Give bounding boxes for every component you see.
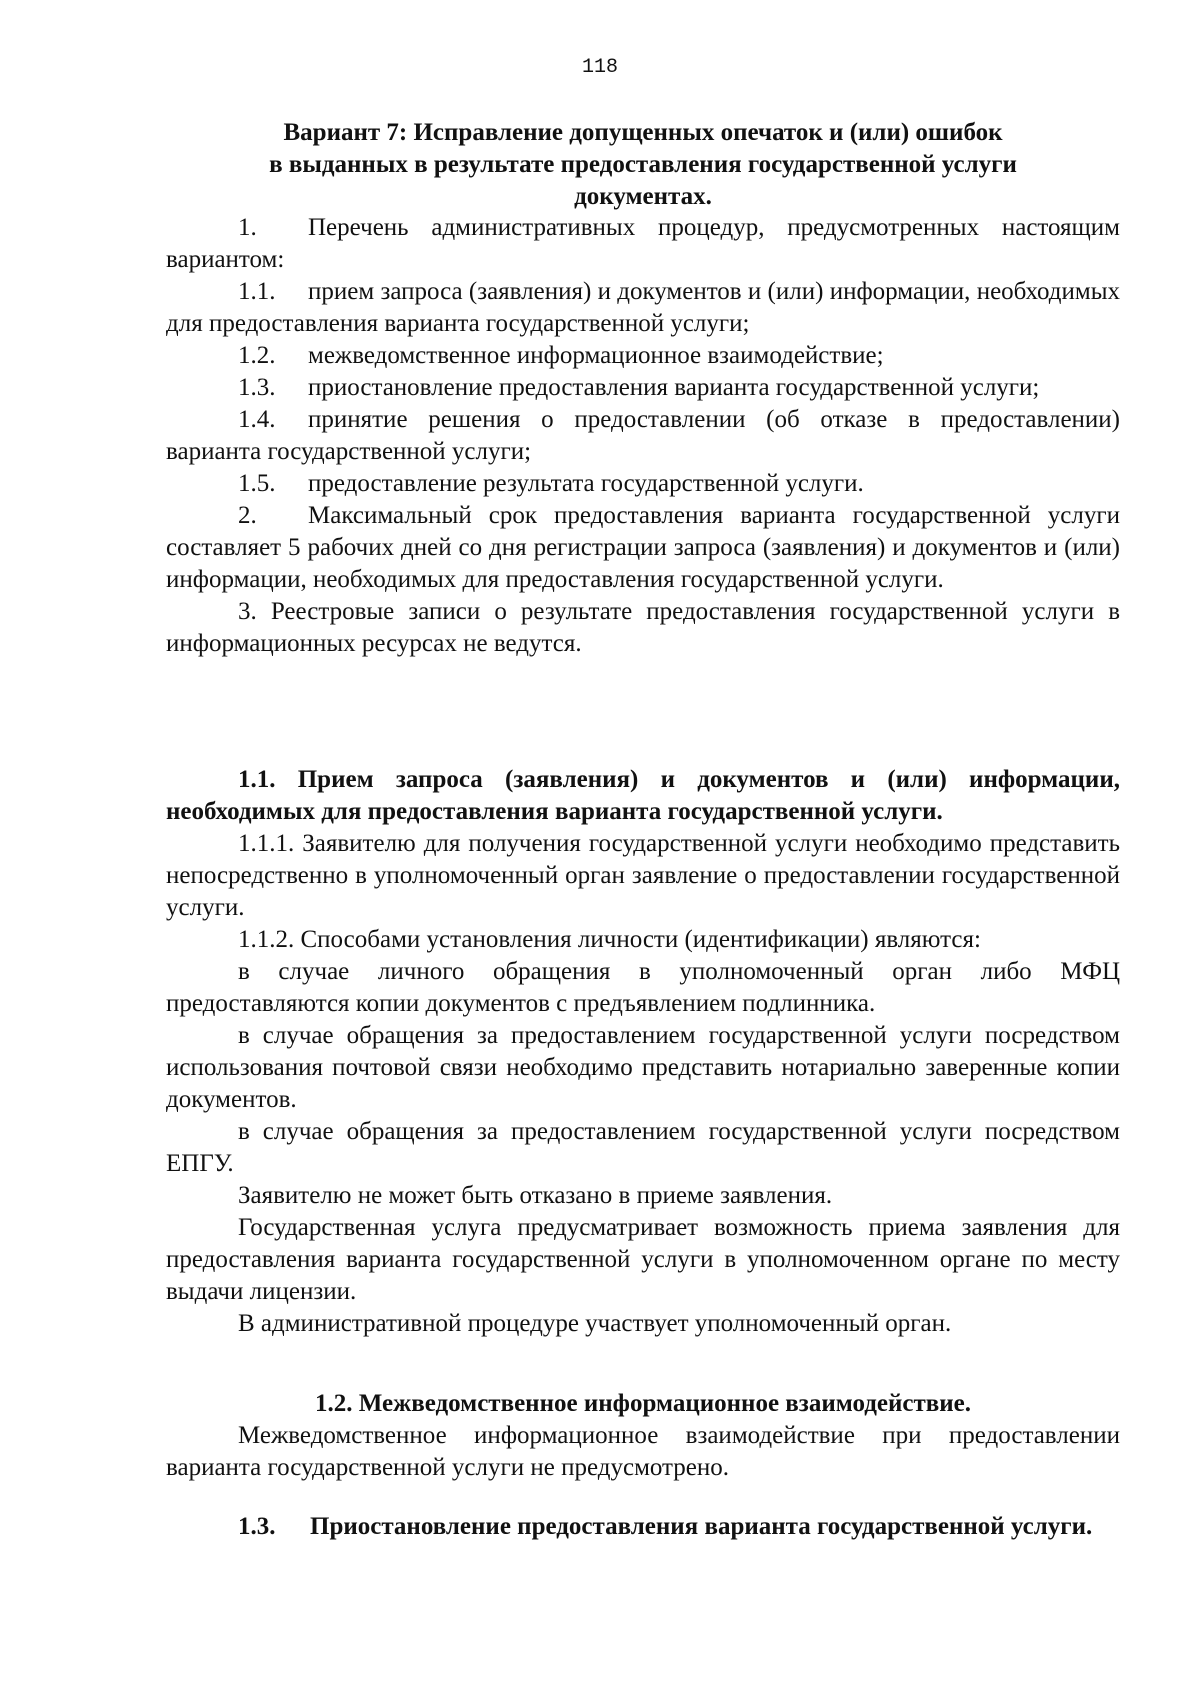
section-number: 1.3. [238, 1513, 276, 1540]
intro-list [166, 212, 1120, 660]
list-item-text: прием запроса (заявления) и документов и (или) информации, необходимых для предоставления варианта государственной услуги; [166, 278, 1120, 337]
paragraph: 1.1.2. Способами установления личности (идентификации) являются: [238, 926, 981, 953]
list-item [166, 404, 1120, 468]
list-item-number: 1.2. [238, 342, 276, 369]
section-heading: 1.2. Межведомственное информационное взаимодействие. [315, 1390, 971, 1417]
page-number: 118 [581, 56, 618, 79]
list-item-number: 2. [238, 502, 257, 529]
list-item-text: Максимальный срок предоставления варианта государственной услуги составляет 5 рабочих дней со дня регистрации запроса (заявления) и документов и (или) информации, необходимых для предоставления государственной услуги. [166, 502, 1120, 593]
section-heading [166, 1511, 1120, 1543]
list-item [166, 468, 1120, 500]
list-item-text: межведомственное информационное взаимодействие; [308, 342, 884, 369]
list-item-number: 1.4. [238, 406, 276, 433]
list-item-text: принятие решения о предоставлении (об отказе в предоставлении) варианта государственной услуги; [166, 406, 1120, 465]
list-item-number: 1. [238, 214, 257, 241]
list-item [166, 212, 1120, 276]
list-item-number: 1.3. [238, 374, 276, 401]
paragraph: В административной процедуре участвует уполномоченный орган. [238, 1310, 952, 1337]
document-title [166, 117, 1120, 213]
paragraph: в случае обращения за предоставлением государственной услуги посредством ЕПГУ. [166, 1118, 1120, 1177]
list-item [166, 596, 1120, 660]
paragraph: Межведомственное информационное взаимодействие при предоставлении варианта государственной услуги не предусмотрено. [166, 1422, 1120, 1481]
section-1-1 [166, 764, 1120, 1340]
section-1-2 [166, 1388, 1120, 1484]
list-item [166, 372, 1120, 404]
paragraph: в случае обращения за предоставлением государственной услуги посредством использования почтовой связи необходимо представить нотариально заверенные копии документов. [166, 1022, 1120, 1113]
paragraph: Государственная услуга предусматривает возможность приема заявления для предоставления варианта государственной услуги в уполномоченном органе по месту выдачи лицензии. [166, 1214, 1120, 1305]
section-heading-text: Приостановление предоставления варианта государственной услуги. [310, 1513, 1093, 1540]
list-item-number: 1.5. [238, 470, 276, 497]
list-item [166, 500, 1120, 596]
list-item-text: приостановление предоставления варианта государственной услуги; [308, 374, 1040, 401]
list-item-text: предоставление результата государственной услуги. [308, 470, 864, 497]
list-item-number: 1.1. [238, 278, 276, 305]
paragraph: 1.1.1. Заявителю для получения государственной услуги необходимо представить непосредственно в уполномоченный орган заявление о предоставлении государственной услуги. [166, 830, 1120, 921]
list-item-text: 3. Реестровые записи о результате предоставления государственной услуги в информационных ресурсах не ведутся. [166, 598, 1120, 657]
list-item [166, 340, 1120, 372]
paragraph: Заявителю не может быть отказано в приеме заявления. [238, 1182, 833, 1209]
section-heading: 1.1. Прием запроса (заявления) и документов и (или) информации, необходимых для предоставления варианта государственной услуги. [166, 766, 1120, 825]
list-item [166, 276, 1120, 340]
section-1-3 [166, 1511, 1120, 1543]
title-line-1: Вариант 7: Исправление допущенных опечаток и (или) ошибок [283, 119, 1003, 146]
list-item-text: Перечень административных процедур, предусмотренных настоящим вариантом: [166, 214, 1120, 273]
paragraph: в случае личного обращения в уполномоченный орган либо МФЦ предоставляются копии документов с предъявлением подлинника. [166, 958, 1120, 1017]
title-line-3: документах. [574, 183, 712, 210]
title-line-2: в выданных в результате предоставления государственной услуги [269, 151, 1017, 178]
